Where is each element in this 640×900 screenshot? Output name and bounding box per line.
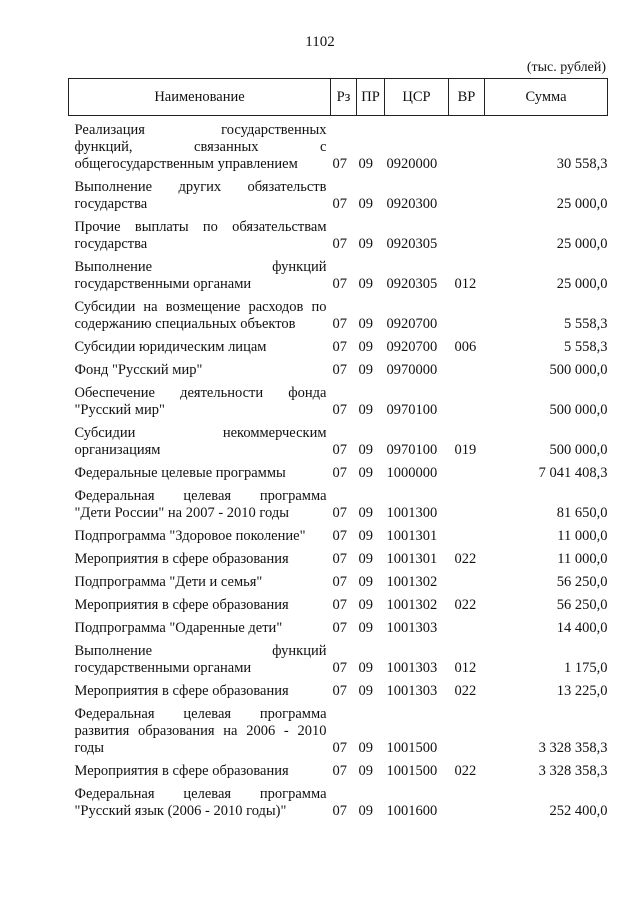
row-pr: 09	[358, 574, 373, 590]
row-vr	[449, 299, 485, 339]
row-sum: 252 400,0	[549, 803, 608, 819]
row-name-line: Обеспечение деятельности фонда	[74, 385, 327, 401]
row-vr: 019	[454, 442, 477, 458]
row-csr: 0920305	[386, 236, 438, 252]
row-sum: 81 650,0	[556, 505, 608, 521]
row-name-line: Подпрограмма "Здоровое поколение"	[74, 528, 306, 544]
table-row	[69, 385, 608, 425]
row-name	[69, 528, 331, 551]
row-sum: 5 558,3	[564, 339, 608, 355]
row-rz: 07	[332, 620, 347, 636]
row-name	[69, 362, 331, 385]
row-name-line: Мероприятия в сфере образования	[74, 763, 289, 779]
row-rz: 07	[332, 574, 347, 590]
row-csr: 1001300	[386, 505, 438, 521]
row-sum: 5 558,3	[564, 316, 608, 332]
table-row	[69, 116, 608, 180]
row-name-line: Субсидии некоммерческим	[74, 425, 327, 441]
row-csr: 1001500	[386, 740, 438, 756]
row-rz: 07	[332, 236, 347, 252]
row-pr: 09	[358, 316, 373, 332]
row-csr: 1001600	[386, 803, 438, 819]
row-rz: 07	[332, 402, 347, 418]
row-name-line: Прочие выплаты по обязательствам	[74, 219, 327, 235]
row-name-line: Федеральная целевая программа	[74, 706, 327, 722]
table-row	[69, 597, 608, 620]
row-name-line: Реализация государственных	[74, 122, 327, 138]
header-csr: ЦСР	[385, 79, 449, 116]
row-vr	[449, 574, 485, 597]
row-csr: 1001302	[386, 574, 438, 590]
row-rz: 07	[332, 551, 347, 567]
row-vr	[449, 528, 485, 551]
row-csr: 1001303	[386, 620, 438, 636]
row-pr: 09	[358, 528, 373, 544]
table-row	[69, 763, 608, 786]
row-pr: 09	[358, 660, 373, 676]
row-pr: 09	[358, 156, 373, 172]
row-sum: 56 250,0	[556, 574, 608, 590]
table-row	[69, 465, 608, 488]
row-csr: 1001303	[386, 660, 438, 676]
row-name-line: Мероприятия в сфере образования	[74, 551, 289, 567]
row-csr: 1001303	[386, 683, 438, 699]
row-csr: 1001302	[386, 597, 438, 613]
row-name-line: государственными органами	[74, 276, 252, 292]
row-sum: 1 175,0	[564, 660, 608, 676]
header-rz: Рз	[331, 79, 357, 116]
row-rz: 07	[332, 683, 347, 699]
row-name-line: "Дети России" на 2007 - 2010 годы	[74, 505, 289, 521]
page-number: 1102	[305, 34, 335, 50]
row-vr	[449, 385, 485, 425]
row-pr: 09	[358, 339, 373, 355]
table-header-row	[69, 79, 608, 116]
row-csr: 1001301	[386, 551, 438, 567]
row-sum: 11 000,0	[557, 551, 608, 567]
row-name-line: "Русский мир"	[74, 402, 165, 418]
row-pr: 09	[358, 597, 373, 613]
row-name-line: Федеральная целевая программа	[74, 488, 327, 504]
row-vr	[449, 786, 485, 826]
row-name	[69, 763, 331, 786]
row-rz: 07	[332, 465, 347, 481]
row-name	[69, 488, 331, 528]
table-row	[69, 551, 608, 574]
row-pr: 09	[358, 551, 373, 567]
row-vr	[449, 179, 485, 219]
row-rz: 07	[332, 339, 347, 355]
row-csr: 0970000	[386, 362, 438, 378]
row-name-line: Субсидии на возмещение расходов по	[74, 299, 327, 315]
row-csr: 1001301	[386, 528, 438, 544]
row-name-line: Мероприятия в сфере образования	[74, 597, 289, 613]
row-pr: 09	[358, 402, 373, 418]
table-row	[69, 362, 608, 385]
row-pr: 09	[358, 620, 373, 636]
row-csr: 0920000	[386, 156, 438, 172]
row-name-line: государства	[74, 236, 148, 252]
row-csr: 0920700	[386, 316, 438, 332]
row-csr: 0970100	[386, 402, 438, 418]
row-vr	[449, 706, 485, 763]
row-sum: 25 000,0	[556, 196, 608, 212]
header-name: Наименование	[69, 79, 331, 116]
table-row	[69, 683, 608, 706]
row-pr: 09	[358, 362, 373, 378]
row-name	[69, 219, 331, 259]
row-vr	[449, 116, 485, 180]
row-name	[69, 706, 331, 763]
header-sum: Сумма	[485, 79, 608, 116]
header-pr: ПР	[357, 79, 385, 116]
row-pr: 09	[358, 442, 373, 458]
row-vr: 022	[454, 551, 477, 567]
table-row	[69, 488, 608, 528]
table-row	[69, 259, 608, 299]
table-body	[69, 116, 608, 827]
row-name	[69, 574, 331, 597]
row-name-line: организациям	[74, 442, 161, 458]
row-name	[69, 643, 331, 683]
row-rz: 07	[332, 316, 347, 332]
units-label: (тыс. рублей)	[526, 60, 606, 75]
table-row	[69, 528, 608, 551]
row-rz: 07	[332, 660, 347, 676]
row-vr: 006	[454, 339, 477, 355]
row-pr: 09	[358, 763, 373, 779]
table-row	[69, 620, 608, 643]
row-name	[69, 385, 331, 425]
row-name-line: Подпрограмма "Одаренные дети"	[74, 620, 283, 636]
table-row	[69, 299, 608, 339]
row-name-line: Федеральные целевые программы	[74, 465, 286, 481]
row-rz: 07	[332, 196, 347, 212]
row-name-line: Подпрограмма "Дети и семья"	[74, 574, 263, 590]
row-name	[69, 179, 331, 219]
row-csr: 1001500	[386, 763, 438, 779]
table-row	[69, 574, 608, 597]
row-name	[69, 259, 331, 299]
row-rz: 07	[332, 442, 347, 458]
table-row	[69, 425, 608, 465]
row-vr: 022	[454, 763, 477, 779]
row-rz: 07	[332, 505, 347, 521]
row-vr	[449, 362, 485, 385]
row-name	[69, 551, 331, 574]
row-name	[69, 683, 331, 706]
table-row	[69, 179, 608, 219]
row-sum: 7 041 408,3	[538, 465, 608, 481]
row-csr: 0970100	[386, 442, 438, 458]
table-row	[69, 706, 608, 763]
row-sum: 11 000,0	[557, 528, 608, 544]
row-name	[69, 786, 331, 826]
row-sum: 500 000,0	[549, 442, 608, 458]
row-name-line: Федеральная целевая программа	[74, 786, 327, 802]
row-pr: 09	[358, 505, 373, 521]
row-vr: 022	[454, 597, 477, 613]
table-row	[69, 219, 608, 259]
row-name-line: годы	[74, 740, 105, 756]
row-rz: 07	[332, 362, 347, 378]
row-pr: 09	[358, 803, 373, 819]
row-sum: 25 000,0	[556, 276, 608, 292]
table-row	[69, 643, 608, 683]
row-pr: 09	[358, 276, 373, 292]
row-rz: 07	[332, 740, 347, 756]
budget-table	[68, 78, 608, 826]
row-name-line: Выполнение функций	[74, 259, 327, 275]
row-sum: 25 000,0	[556, 236, 608, 252]
row-name	[69, 620, 331, 643]
row-name	[69, 425, 331, 465]
row-vr: 012	[454, 276, 477, 292]
row-vr	[449, 620, 485, 643]
row-csr: 1000000	[386, 465, 438, 481]
row-vr	[449, 465, 485, 488]
row-name	[69, 597, 331, 620]
table-row	[69, 339, 608, 362]
row-vr: 012	[454, 660, 477, 676]
row-sum: 14 400,0	[556, 620, 608, 636]
row-pr: 09	[358, 465, 373, 481]
row-sum: 13 225,0	[556, 683, 608, 699]
row-vr	[449, 488, 485, 528]
row-name-line: государственными органами	[74, 660, 252, 676]
row-sum: 3 328 358,3	[538, 740, 608, 756]
row-name-line: Субсидии юридическим лицам	[74, 339, 267, 355]
row-rz: 07	[332, 156, 347, 172]
row-name-line: Выполнение функций	[74, 643, 327, 659]
row-name-line: государства	[74, 196, 148, 212]
row-name-line: общегосударственным управлением	[74, 156, 298, 172]
row-pr: 09	[358, 683, 373, 699]
row-csr: 0920700	[386, 339, 438, 355]
row-pr: 09	[358, 740, 373, 756]
row-rz: 07	[332, 597, 347, 613]
row-name-line: развития образования на 2006 - 2010	[74, 723, 327, 739]
row-sum: 3 328 358,3	[538, 763, 608, 779]
row-vr	[449, 219, 485, 259]
row-name	[69, 299, 331, 339]
row-sum: 500 000,0	[549, 402, 608, 418]
row-pr: 09	[358, 196, 373, 212]
table-row	[69, 786, 608, 826]
header-vr: ВР	[449, 79, 485, 116]
row-pr: 09	[358, 236, 373, 252]
row-name-line: "Русский язык (2006 - 2010 годы)"	[74, 803, 287, 819]
row-name-line: Выполнение других обязательств	[74, 179, 327, 195]
row-sum: 500 000,0	[549, 362, 608, 378]
row-name	[69, 116, 331, 180]
row-name-line: содержанию специальных объектов	[74, 316, 296, 332]
row-name	[69, 339, 331, 362]
row-rz: 07	[332, 276, 347, 292]
row-csr: 0920300	[386, 196, 438, 212]
row-vr: 022	[454, 683, 477, 699]
row-name-line: Мероприятия в сфере образования	[74, 683, 289, 699]
row-name-line: Фонд "Русский мир"	[74, 362, 203, 378]
row-rz: 07	[332, 528, 347, 544]
row-rz: 07	[332, 803, 347, 819]
row-sum: 56 250,0	[556, 597, 608, 613]
row-name	[69, 465, 331, 488]
row-sum: 30 558,3	[556, 156, 608, 172]
row-rz: 07	[332, 763, 347, 779]
row-name-line: функций, связанных с	[74, 139, 327, 155]
row-csr: 0920305	[386, 276, 438, 292]
